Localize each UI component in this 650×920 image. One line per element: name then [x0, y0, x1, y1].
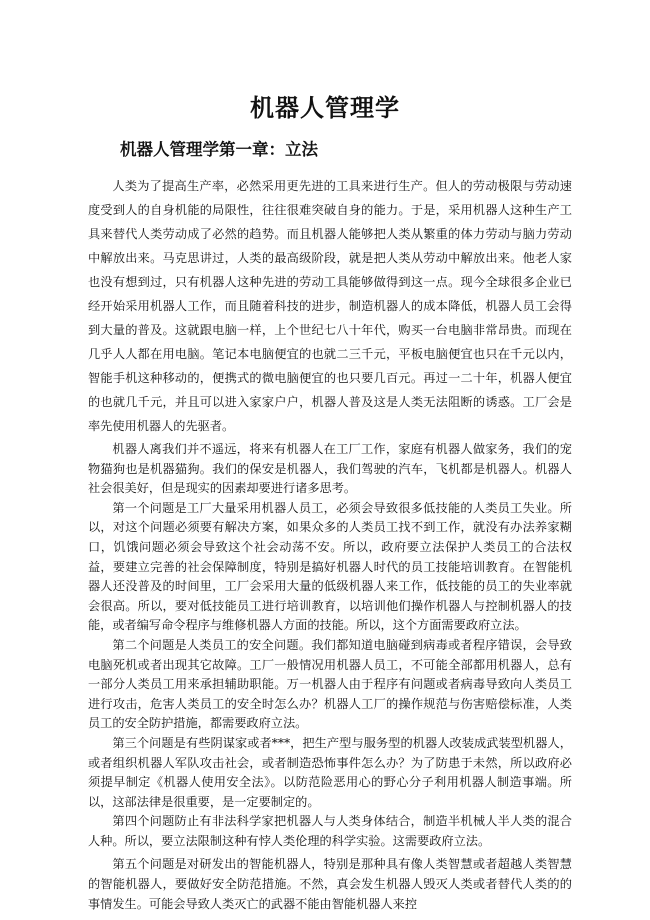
document-body — [88, 172, 572, 914]
paragraph-7: 第五个问题是对研发出的智能机器人，特别是那种具有像人类智慧或者超越人类智慧的智能机器人，要做好安全防范措施。不然，真会发生机器人毁灭人类或者替代人类的的事情发生。可能会导致人类灭亡的武器不能由智能机器人来控 — [88, 857, 572, 911]
paragraph-6: 第四个问题防止有非法科学家把机器人与人类身体结合，制造半机械人半人类的混合人种。所以，要立法限制这种有悖人类伦理的科学实验。这需要政府立法。 — [88, 814, 572, 848]
paragraph-1: 人类为了提高生产率，必然采用更先进的工具来进行生产。但人的劳动极限与劳动速度受到人的自身机能的局限性，往往很难突破自身的能力。于是，采用机器人这种生产工具来替代人类劳动成了必然的趋势。而且机器人能够把人类从繁重的体力劳动与脑力劳动中解放出来。马克思讲过，人类的最高级阶段，就是把人类从劳动中解放出来。他老人家也没有想到过，只有机器人这种先进的劳动工具能够做得到这一点。现今全球很多企业已经开始采用机器人工作，而且随着科技的进步，制造机器人的成本降低，机器人员工会得到大量的普及。这就跟电脑一样，上个世纪七八十年代，购买一台电脑非常昂贵。而现在几乎人人都在用电脑。笔记本电脑便宜的也就二三千元，平板电脑便宜也只在千元以内，智能手机这种移动的，便携式的微电脑便宜的也只要几百元。再过一二十年，机器人便宜的也就几千元，并且可以进入家家户户，机器人普及这是人类无法阻断的诱惑。工厂会是率先使用机器人的先驱者。 — [88, 179, 572, 433]
paragraph-4: 第二个问题是人类员工的安全问题。我们都知道电脑碰到病毒或者程序错误，会导致电脑死机或者出现其它故障。工厂一般情况用机器人员工，不可能全部都用机器人，总有一部分人类员工用来承担辅助职能。万一机器人由于程序有问题或者病毒导致向人类员工进行攻击，危害人类员工的安全时怎么办？机器人工厂的操作规范与伤害赔偿标准，人类员工的安全防护措施，都需要政府立法。 — [88, 637, 572, 731]
chapter-title: 机器人管理学第一章：立法 — [120, 140, 318, 159]
paragraph-3: 第一个问题是工厂大量采用机器人员工，必须会导致很多低技能的人类员工失业。所以，对这个问题必须要有解决方案，如果众多的人类员工找不到工作，就没有办法养家糊口，饥饿问题必须会导致这个社会动荡不安。所以，政府要立法保护人类员工的合法权益，要建立完善的社会保障制度，特别是搞好机器人时代的员工技能培训教育。在智能机器人还没普及的时间里，工厂会采用大量的低级机器人来工作，低技能的员工的失业率就会很高。所以，要对低技能员工进行培训教育，以培训他们操作机器人与控制机器人的技能，或者编写命令程序与维修机器人方面的技能。所以，这个方面需要政府立法。 — [88, 500, 572, 633]
document-title: 机器人管理学 — [250, 94, 400, 122]
paragraph-2: 机器人离我们并不遥远，将来有机器人在工厂工作，家庭有机器人做家务，我们的宠物猫狗也是机器猫狗。我们的保安是机器人，我们驾驶的汽车，飞机都是机器人。机器人社会很美好，但是现实的因素却要进行诸多思考。 — [88, 442, 572, 496]
paragraph-5: 第三个问题是有些阴谋家或者***，把生产型与服务型的机器人改装成武装型机器人，或者组织机器人军队攻击社会，或者制造恐怖事件怎么办？为了防患于未然，所以政府必须提早制定《机器人使用安全法》。以防范险恶用心的野心分子利用机器人制造事端。所以，这部法律是很重要，是一定要制定的。 — [88, 735, 572, 809]
